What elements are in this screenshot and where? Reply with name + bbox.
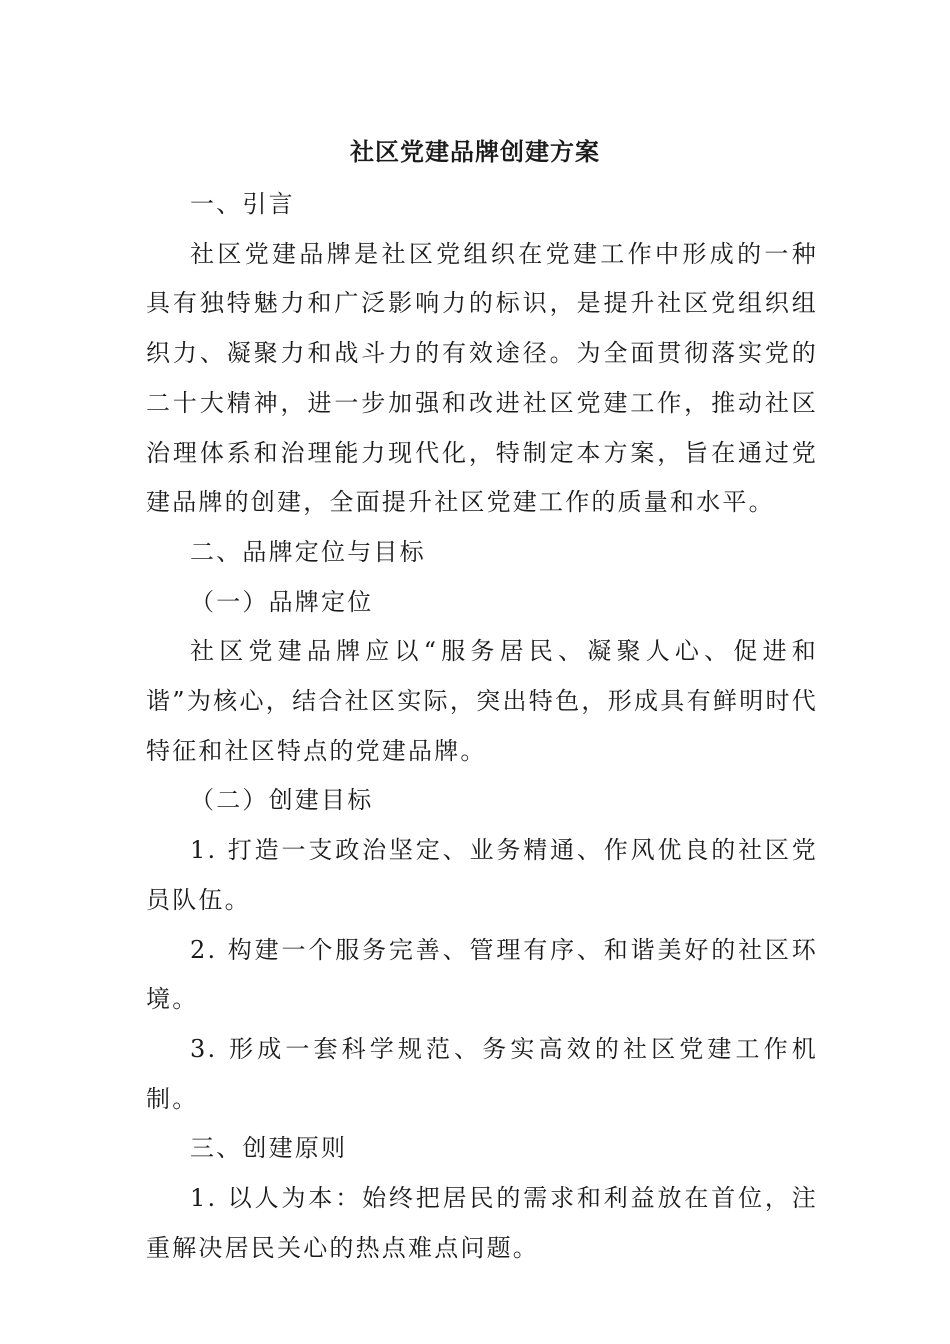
section-heading-positioning-goals: 二、品牌定位与目标 (190, 537, 426, 566)
document-title: 社区党建品牌创建方案 (350, 137, 600, 166)
paragraph-brand-positioning: 社区党建品牌应以“服务居民、凝聚人心、促进和谐”为核心，结合社区实际，突出特色，形成具有鲜明时代特征和社区特点的党建品牌。 (146, 637, 818, 765)
paragraph-introduction: 社区党建品牌是社区党组织在党建工作中形成的一种具有独特魅力和广泛影响力的标识，是提升社区党组织组织力、凝聚力和战斗力的有效途径。为全面贯彻落实党的二十大精神，进一步加强和改进社区党建工作，推动社区治理体系和治理能力现代化，特制定本方案，旨在通过党建品牌的创建，全面提升社区党建工作的质量和水平。 (146, 239, 818, 517)
list-item-goal-3: 3. 形成一套科学规范、务实高效的社区党建工作机制。 (146, 1034, 818, 1113)
list-item-goal-1: 1. 打造一支政治坚定、业务精通、作风优良的社区党员队伍。 (146, 836, 818, 914)
list-item-goal-2: 2. 构建一个服务完善、管理有序、和谐美好的社区环境。 (146, 935, 818, 1014)
list-item-principle-1: 1. 以人为本：始终把居民的需求和利益放在首位，注重解决居民关心的热点难点问题。 (146, 1184, 818, 1262)
document-body (146, 180, 818, 1273)
subheading-creation-goals: （二）创建目标 (190, 786, 374, 815)
subheading-brand-positioning: （一）品牌定位 (190, 587, 374, 616)
section-heading-introduction: 一、引言 (190, 190, 295, 218)
section-heading-principles: 三、创建原则 (190, 1134, 348, 1163)
